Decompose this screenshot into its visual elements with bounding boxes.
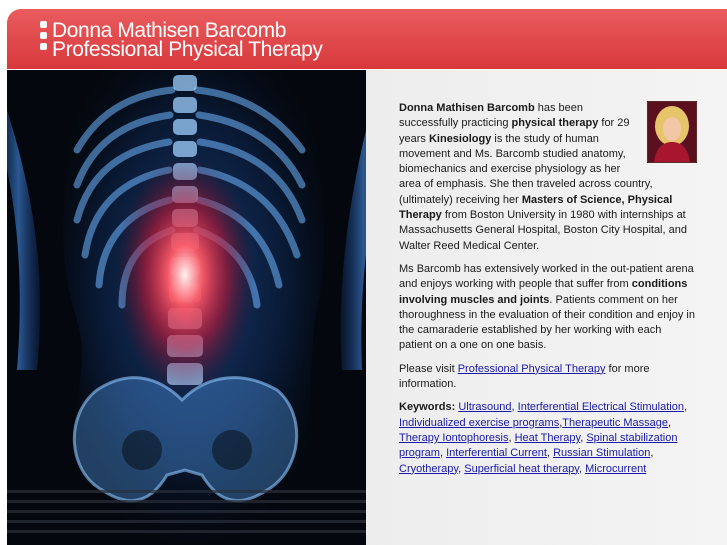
spine-xray-image bbox=[7, 70, 366, 545]
keyword-link[interactable]: Heat Therapy bbox=[514, 431, 581, 444]
content-panel bbox=[366, 70, 727, 545]
portrait-photo bbox=[647, 101, 697, 163]
keyword-link[interactable]: Russian Stimulation bbox=[553, 447, 651, 460]
keywords-label: Keywords: bbox=[399, 401, 456, 414]
keywords-paragraph: Keywords: Ultrasound, Interferential Electrical Stimulation, Individualized exercise programs,Therapeutic Massage, Therapy Iontophoresis, Heat Therapy, Spinal stabilization program, Interferential Current, Russian Stimulation, Cryotherapy, Superficial heat therapy, Microcurrent bbox=[399, 401, 687, 475]
keyword-link[interactable]: Individualized exercise programs bbox=[399, 416, 560, 429]
site-title[interactable]: Donna Mathisen Barcomb bbox=[52, 19, 286, 42]
logo-icon bbox=[40, 21, 48, 55]
bio-text bbox=[399, 101, 697, 485]
bio-paragraph-2: Ms Barcomb has extensively worked in the out-patient arena and enjoys working with people that suffer from conditions involving muscles and joints. Patients comment on her thoroughness in the evaluation of their condition and enjoy in the camaraderie established by her working with each patient on a one on one basis. bbox=[399, 262, 695, 352]
site-subtitle[interactable]: Professional Physical Therapy bbox=[52, 38, 323, 61]
keyword-link[interactable]: Spinal stabilization program bbox=[399, 431, 678, 460]
site-header bbox=[7, 9, 727, 69]
keyword-link[interactable]: Therapy Iontophoresis bbox=[399, 431, 509, 444]
keyword-link[interactable]: Cryotherapy bbox=[399, 462, 459, 475]
keyword-link[interactable]: Interferential Electrical Stimulation bbox=[517, 401, 684, 414]
doctor-name: Donna Mathisen Barcomb bbox=[399, 102, 535, 114]
keyword-link[interactable]: Superficial heat therapy bbox=[464, 462, 579, 475]
keyword-link[interactable]: Interferential Current bbox=[446, 447, 547, 460]
professional-physical-therapy-link[interactable]: Professional Physical Therapy bbox=[457, 362, 606, 375]
keyword-link[interactable]: Microcurrent bbox=[585, 462, 647, 475]
bio-paragraph-1: Donna Mathisen Barcomb has been successfully practicing physical therapy for 29 years Kinesiology is the study of human movement and Ms. Barcomb studied anatomy, biomechanics and exercise physiology as her area of emphasis. She then traveled across country, (ultimately) receiving her Masters of Science, Physical Therapy from Boston University in 1980 with internships at Massachusetts General Hospital, Boston City Hospital, and Walter Reed Medical Center. bbox=[399, 101, 697, 254]
keyword-link[interactable]: Therapeutic Massage bbox=[562, 416, 669, 429]
keyword-link[interactable]: Ultrasound bbox=[458, 401, 512, 414]
bio-paragraph-3: Please visit Professional Physical Therapy for more information. bbox=[399, 362, 650, 391]
